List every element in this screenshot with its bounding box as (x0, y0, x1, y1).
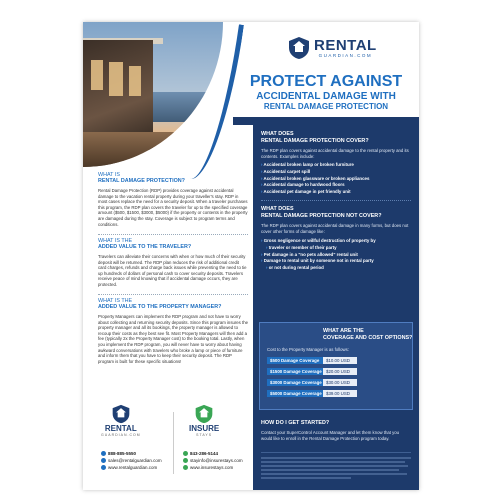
coverage-row (267, 357, 357, 364)
contact-footer (93, 404, 253, 490)
section2-body: Travelers can alleviate their concerns with when or how much of their security deposit will be returned. The RDP plan reduces the risk of additional credit card charges, refunds and charge back issues while preventing the need to tie up hundreds of dollars of personal cash to cover security deposits. Travelers receive peace of mind knowing that if accidental damage occurs, they are protected. (98, 254, 247, 287)
section1-title: RENTAL DAMAGE PROTECTION? (98, 178, 185, 185)
rg-contact (101, 450, 162, 471)
in-phone[interactable]: 843-286-5144 (190, 451, 219, 456)
not-cover-heading (261, 206, 382, 219)
coverage-row (267, 379, 357, 386)
rg-name: RENTAL (104, 424, 137, 433)
list-item: › Damage to rental unit by someone not in rental party (261, 258, 376, 265)
divider (98, 294, 248, 295)
section1-body: Rental Damage Protection (RDP) provides coverage against accidental damage to the vacation rental property during your traveller's stay. RDP in most cases replace the need for a security deposit. When a traveler purchases this program, the RDP plan covers the traveler for up to the specified coverage amount ($500, $1500, $3000, $5000) if the property or contents in the property are damaged during the stay. Coverage is subject to program terms and conditions. (98, 188, 248, 227)
shield-icon (111, 404, 131, 424)
globe-icon (101, 465, 106, 470)
coverage-label: $5000 Damage Coverage (267, 390, 323, 397)
headline (233, 74, 419, 111)
fine-print (261, 452, 411, 486)
in-email[interactable]: stayinfo@insurestays.com (190, 458, 243, 463)
section3-title: ADDED VALUE TO THE PROPERTY MANAGER? (98, 304, 222, 311)
section1-heading (98, 172, 185, 185)
list-item: › Accidental broken lamp or broken furniture (261, 162, 369, 169)
in-contact (183, 450, 243, 471)
in-web[interactable]: www.insurestays.com (190, 465, 234, 470)
brand-logo (288, 36, 377, 60)
rg-sub: GUARDIAN.COM (101, 433, 141, 437)
rg-email[interactable]: sales@rentalguardian.com (108, 458, 162, 463)
shield-icon (288, 36, 310, 60)
coverage-price: $20.00 USD (323, 368, 357, 375)
coverage-heading (323, 328, 412, 341)
section2-heading (98, 238, 191, 251)
list-item: › Accidental carpet spill (261, 169, 369, 176)
phone-icon (183, 451, 188, 456)
in-name: INSURE (189, 424, 220, 433)
cover-heading (261, 131, 369, 144)
in-sub: STAYS (196, 433, 213, 437)
shield-icon (194, 404, 214, 424)
cover-body: The RDP plan covers against accidental damage to the rental property and its contents. Examples include: (261, 148, 409, 159)
coverage-label: $1500 Damage Coverage (267, 368, 323, 375)
section1-pre: WHAT IS (98, 172, 120, 178)
brand-sub: GUARDIAN.COM (318, 53, 373, 58)
flyer-sheet (83, 22, 419, 490)
cover-title: RENTAL DAMAGE PROTECTION COVER? (261, 137, 369, 144)
email-icon (183, 458, 188, 463)
divider (98, 234, 248, 235)
brand-name: RENTAL (314, 37, 377, 54)
phone-icon (101, 451, 106, 456)
insure-stays-logo (189, 404, 219, 437)
globe-icon (183, 465, 188, 470)
list-item-cont: › or not during rental period (261, 265, 376, 272)
divider (261, 200, 411, 201)
headline-line2: ACCIDENTAL DAMAGE WITH (256, 91, 396, 102)
rg-phone[interactable]: 888-885-5550 (108, 451, 137, 456)
section2-title: ADDED VALUE TO THE TRAVELER? (98, 244, 192, 251)
not-cover-pre: WHAT DOES (261, 206, 294, 212)
divider (173, 412, 174, 474)
coverage-row (267, 390, 357, 397)
not-cover-list (261, 238, 376, 272)
list-item: › Accidental pet damage in pet friendly unit (261, 189, 369, 196)
list-item: › Gross negligence or willful destruction of property by (261, 238, 376, 245)
section3-body: Property Managers can implement the RDP program and not have to worry about collecting and returning security deposits. Since this program insures the property manager and all its bookings, the property manager is allowed to recoup their costs as they best see fit. Most Property Managers will then add a fee (typically 2x the Property Manager cost) to the booking total. Lastly, when you implement the RDP program, you will never have to worry about having awkward conversations with travelers who broke a lamp or piece of furniture and inform them that you have to keep their security deposit. The RDP program is built for these specific situations! (98, 314, 248, 364)
coverage-title: COVERAGE AND COST OPTIONS? (323, 334, 413, 341)
not-cover-title: RENTAL DAMAGE PROTECTION NOT COVER? (261, 212, 382, 219)
cover-list (261, 162, 369, 196)
headline-line3: RENTAL DAMAGE PROTECTION (263, 102, 389, 111)
coverage-label: $3000 Damage Coverage (267, 379, 323, 386)
coverage-row (267, 368, 357, 375)
section3-pre: WHAT IS THE (98, 298, 133, 304)
list-item: › Accidental damage to hardwood floors (261, 182, 369, 189)
list-item-cont: › traveler or member of their party (261, 245, 376, 252)
start-title: HOW DO I GET STARTED? (261, 420, 330, 426)
coverage-intro: Cost to the Property Manager is as follows: (267, 347, 349, 352)
coverage-price: $39.00 USD (323, 390, 357, 397)
not-cover-body: The RDP plan covers against accidental damage in many forms, but does not cover other forms of damage like: (261, 223, 409, 234)
headline-line1: PROTECT AGAINST (249, 73, 403, 90)
rental-guardian-logo (101, 404, 141, 437)
cover-pre: WHAT DOES (261, 131, 294, 137)
coverage-label: $500 Damage Coverage (267, 357, 323, 364)
section3-heading (98, 298, 221, 311)
coverage-price: $10.00 USD (323, 357, 357, 364)
coverage-pre: WHAT ARE THE (323, 328, 364, 334)
list-item: › Accidental broken glassware or broken appliances (261, 176, 369, 183)
start-body: Contact your SuperControl Account Manager and let them know that you would like to enroll in the Rental Damage Protection program today. (261, 430, 400, 441)
coverage-price: $30.00 USD (323, 379, 357, 386)
email-icon (101, 458, 106, 463)
section2-pre: WHAT IS THE (98, 238, 133, 244)
rg-web[interactable]: www.rentalguardian.com (108, 465, 158, 470)
list-item: › Pet damage in a "no pets allowed" rental unit (261, 252, 376, 259)
